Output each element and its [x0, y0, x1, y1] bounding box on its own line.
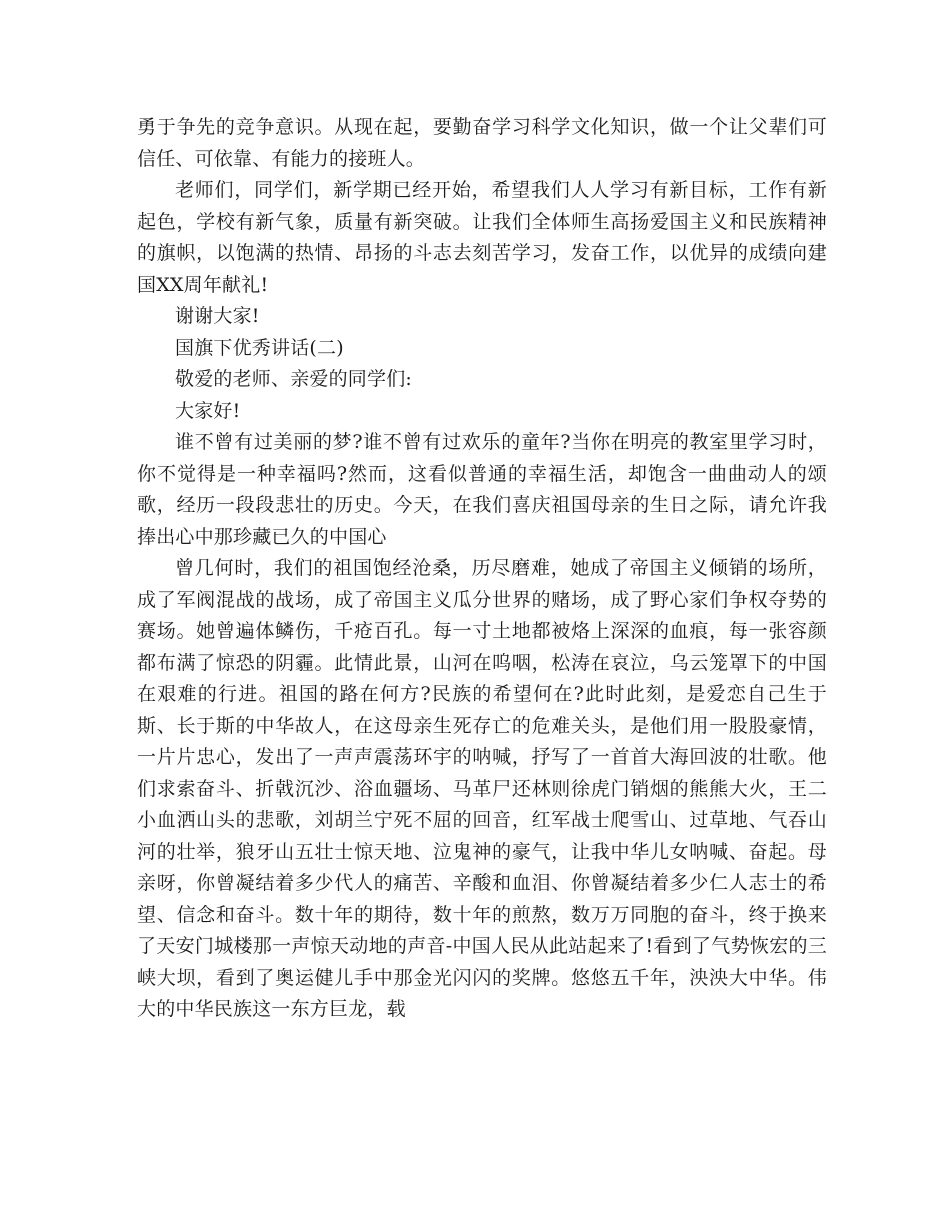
- paragraph: 老师们，同学们，新学期已经开始，希望我们人人学习有新目标，工作有新起色，学校有新气象，质量有新突破。让我们全体师生高扬爱国主义和民族精神的旗帜，以饱满的热情、昂扬的斗志去刻苦学习，发奋工作，以优异的成绩向建国XX周年献礼!: [137, 179, 827, 296]
- closing-line: 谢谢大家!: [175, 305, 260, 327]
- document-body: [137, 112, 827, 1026]
- paragraph: 谁不曾有过美丽的梦?谁不曾有过欢乐的童年?当你在明亮的教室里学习时，你不觉得是一种幸福吗?然而，这看似普通的幸福生活，却饱含一曲曲动人的颂歌，经历一段段悲壮的历史。今天，在我们喜庆祖国母亲的生日之际，请允许我捧出心中那珍藏已久的中国心: [137, 431, 827, 548]
- greeting: 大家好!: [175, 399, 241, 422]
- paragraph: 曾几何时，我们的祖国饱经沧桑，历尽磨难，她成了帝国主义倾销的场所，成了军阀混战的战场，成了帝国主义瓜分世界的赌场，成了野心家们争权夺势的赛场。她曾遍体鳞伤，千疮百孔。每一寸土地都被烙上深深的血痕，每一张容颜都布满了惊恐的阴霾。此情此景，山河在呜咽，松涛在哀泣，乌云笼罩下的中国在艰难的行进。祖国的路在何方?民族的希望何在?此时此刻，是爱恋自己生于斯、长于斯的中华故人，在这母亲生死存亡的危难关头，是他们用一股股豪情，一片片忠心，发出了一声声震荡环宇的呐喊，抒写了一首首大海回波的壮歌。他们求索奋斗、折戟沉沙、浴血疆场、马革尸还林则徐虎门销烟的熊熊大火，王二小血洒山头的悲歌，刘胡兰宁死不屈的回音，红军战士爬雪山、过草地、气吞山河的壮举，狼牙山五壮士惊天地、泣鬼神的豪气，让我中华儿女呐喊、奋起。母亲呀，你曾凝结着多少代人的痛苦、辛酸和血泪、你曾凝结着多少仁人志士的希望、信念和奋斗。数十年的期待，数十年的煎熬，数万万同胞的奋斗，终于换来了天安门城楼那一声惊天动地的声音-中国人民从此站起来了!看到了气势恢宏的三峡大坝，看到了奥运健儿手中那金光闪闪的奖牌。悠悠五千年，泱泱大中华。伟大的中华民族这一东方巨龙，载: [137, 557, 827, 1020]
- paragraph: 勇于争先的竞争意识。从现在起，要勤奋学习科学文化知识，做一个让父辈们可信任、可依靠、有能力的接班人。: [137, 116, 827, 170]
- salutation: 敬爱的老师、亲爱的同学们:: [175, 368, 413, 390]
- section-title: 国旗下优秀讲话(二): [175, 336, 344, 359]
